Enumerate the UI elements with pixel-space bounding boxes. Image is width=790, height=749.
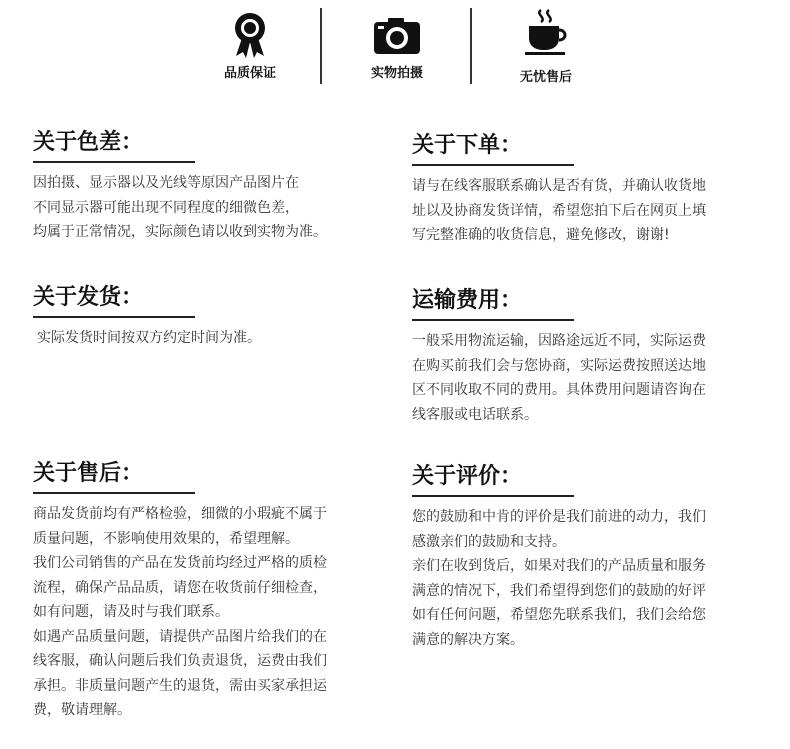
coffee-cup-icon xyxy=(523,8,569,56)
section-line: 不同显示器可能出现不同程度的细微色差， xyxy=(33,199,299,216)
service-badges xyxy=(0,0,790,95)
section-line: 感激亲们的鼓励和支持。 xyxy=(412,533,566,550)
section-title: 运输费用： xyxy=(412,288,523,313)
section-ordering xyxy=(412,131,782,248)
section-line: 您的鼓励和中肯的评价是我们前进的动力，我们 xyxy=(412,509,706,525)
badge-real-photo xyxy=(327,0,467,95)
section-line: 因拍摄、显示器以及光线等原因产品图片在 xyxy=(33,175,299,191)
badge-label: 无忧售后 xyxy=(519,70,572,85)
section-line: 承担。非质量问题产生的退货，需由买家承担运 xyxy=(33,677,327,694)
section-line: 区不同收取不同的费用。具体费用问题请咨询在 xyxy=(412,382,706,398)
title-underline xyxy=(412,319,574,321)
title-underline xyxy=(412,164,574,166)
divider xyxy=(320,8,322,84)
section-line: 如遇产品质量问题，请提供产品图片给我们的在 xyxy=(33,628,327,645)
section-line: 在购买前我们会与您协商，实际运费按照送达地 xyxy=(412,357,706,374)
section-title: 关于售后： xyxy=(33,461,144,486)
section-line: 商品发货前均有严格检验，细微的小瑕疵不属于 xyxy=(33,506,327,522)
section-title: 关于发货： xyxy=(33,285,144,310)
section-line: 如有问题，请及时与我们联系。 xyxy=(33,604,229,620)
section-line: 写完整准确的收货信息，避免修改，谢谢! xyxy=(412,227,670,243)
section-line: 满意的解决方案。 xyxy=(412,631,524,648)
section-line: 实际发货时间按双方约定时间为准。 xyxy=(37,330,261,346)
title-underline xyxy=(33,161,195,163)
divider xyxy=(470,8,472,84)
section-color-difference xyxy=(33,128,403,245)
title-underline xyxy=(412,495,574,497)
badge-quality xyxy=(180,0,320,95)
section-after-sale xyxy=(33,459,403,723)
section-title: 关于色差： xyxy=(33,130,144,155)
camera-icon xyxy=(374,18,420,54)
ribbon-medal-icon xyxy=(230,12,270,58)
badge-label: 实物拍摄 xyxy=(370,66,423,81)
section-line: 如有任何问题，希望您先联系我们，我们会给您 xyxy=(412,607,706,623)
section-line: 我们公司销售的产品在发货前均经过严格的质检 xyxy=(33,555,327,571)
badge-after-sale xyxy=(476,0,616,95)
section-line: 流程，确保产品品质，请您在收货前仔细检查， xyxy=(33,579,327,596)
section-title: 关于下单： xyxy=(412,133,523,158)
section-title: 关于评价： xyxy=(412,464,523,489)
section-reviews xyxy=(412,462,782,652)
title-underline xyxy=(33,492,195,494)
section-line: 请与在线客服联系确认是否有货，并确认收货地 xyxy=(412,178,706,194)
section-line: 线客服，确认问题后我们负责退货，运费由我们 xyxy=(33,653,327,669)
title-underline xyxy=(33,316,195,318)
badge-label: 品质保证 xyxy=(223,66,276,81)
section-line: 费，敬请理解。 xyxy=(33,702,131,718)
section-line: 质量问题，不影响使用效果的，希望理解。 xyxy=(33,530,299,547)
section-line: 亲们在收到货后，如果对我们的产品质量和服务 xyxy=(412,558,706,574)
section-line: 一般采用物流运输，因路途远近不同，实际运费 xyxy=(412,333,706,349)
section-shipping xyxy=(33,283,403,351)
section-line: 均属于正常情况，实际颜色请以收到实物为准。 xyxy=(33,224,327,240)
section-freight xyxy=(412,286,782,427)
section-line: 址以及协商发货详情，希望您拍下后在网页上填 xyxy=(412,202,706,219)
section-line: 满意的情况下，我们希望得到您们的鼓励的好评 xyxy=(412,582,706,599)
section-line: 线客服或电话联系。 xyxy=(412,406,538,423)
